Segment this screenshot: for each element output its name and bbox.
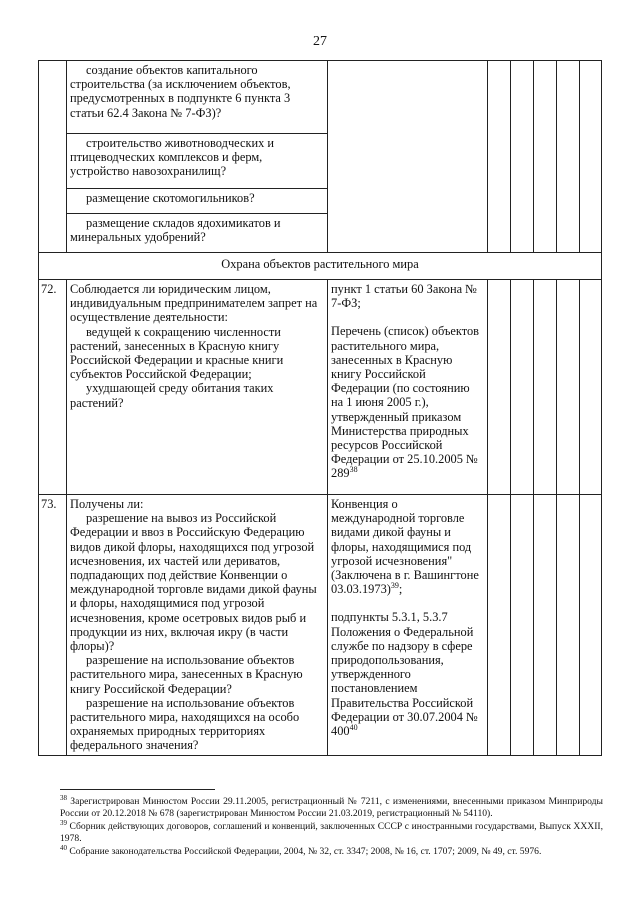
check-cell bbox=[580, 495, 602, 756]
row-number-cell bbox=[39, 61, 67, 253]
check-cell bbox=[580, 61, 602, 253]
check-cell bbox=[488, 280, 511, 495]
footnote: $^{38}$ Зарегистрирован Минюстом России 29.11.2005, регистрационный № 7211, с изменениями, внесенными приказом Минприроды России от 20.12.2018 № 678 (зарегистрирован Минюстом России 21.03.2019, регистрационный № 54110). bbox=[60, 793, 603, 819]
footnote-ref: 38 bbox=[349, 465, 358, 475]
reference-cell bbox=[328, 280, 488, 495]
question-item: ведущей к сокращению численности растений, занесенных в Красную книгу Российской Федерации и красные книги субъектов Российской Федерации; bbox=[70, 324, 284, 382]
page-number: 27 bbox=[313, 34, 327, 49]
footnote-ref: 39 bbox=[390, 581, 399, 591]
check-cell bbox=[511, 495, 534, 756]
table-row bbox=[39, 495, 602, 756]
check-cell bbox=[534, 61, 557, 253]
question-intro: Соблюдается ли юридическим лицом, индивидуальным предпринимателем запрет на осуществление деятельности: bbox=[70, 282, 318, 325]
footnotes bbox=[60, 793, 603, 859]
check-cell bbox=[488, 495, 511, 756]
check-cell bbox=[511, 280, 534, 495]
reference-cell bbox=[328, 61, 488, 253]
footnote-ref: 40 bbox=[349, 722, 358, 732]
row-number: 72. bbox=[39, 280, 67, 495]
check-cell bbox=[488, 61, 511, 253]
legal-reference: Перечень (список) объектов растительного мира, занесенных в Красную книгу Российской Федерации (по состоянию на 1 июня 2005 г.), утвержденный приказом Министерства природных ресурсов Российской Федерации от 25.10.2005 № $289^{38}$ bbox=[331, 324, 480, 481]
table-row bbox=[39, 61, 602, 134]
question-cell: размещение складов ядохимикатов и минеральных удобрений? bbox=[67, 214, 328, 253]
check-cell bbox=[580, 280, 602, 495]
footnote: $^{39}$ Сборник действующих договоров, соглашений и конвенций, заключенных СССР с иностранными государствами, Выпуск XXXII, 1978. bbox=[60, 818, 603, 844]
check-cell bbox=[511, 61, 534, 253]
footnote-separator bbox=[60, 789, 215, 790]
question-item: разрешение на вывоз из Российской Федерации и ввоз в Российскую Федерацию видов дикой флоры, находящихся под угрозой исчезновения, их частей или дериватов, подпадающих под действие Конвенции о международной торговле видами дикой фауны и флоры, находящимися под угрозой исчезновения, кроме осетровых видов рыб и продукции из них, включая икру (в части флоры)? bbox=[70, 511, 317, 654]
legal-reference: пункт 1 статьи 60 Закона № 7-ФЗ; bbox=[331, 282, 477, 311]
legal-reference: Конвенция о международной торговле видами дикой фауны и флоры, находящимися под угрозой исчезновения" (Заключена в г. Вашингтоне 03.03.1973)$^{39}$; bbox=[331, 497, 479, 597]
table-row bbox=[39, 280, 602, 495]
reference-cell bbox=[328, 495, 488, 756]
question-item: разрешение на использование объектов растительного мира, находящихся на особо охраняемых природных территориях федерального значения? bbox=[70, 695, 300, 753]
check-cell bbox=[557, 280, 580, 495]
question-cell: строительство животноводческих и птицеводческих комплексов и ферм, устройство навозохранилищ? bbox=[67, 134, 328, 189]
check-cell bbox=[557, 495, 580, 756]
question-item: разрешение на использование объектов растительного мира, занесенных в Красную книгу Российской Федерации? bbox=[70, 653, 303, 696]
check-cell bbox=[534, 495, 557, 756]
question-item: ухудшающей среду обитания таких растений? bbox=[70, 381, 274, 410]
section-header: Охрана объектов растительного мира bbox=[39, 253, 602, 280]
question-cell bbox=[67, 495, 328, 756]
legal-reference: подпункты 5.3.1, 5.3.7 Положения о Федеральной службе по надзору в сфере природопользования, утвержденного постановлением Правительства Российской Федерации от 30.07.2004 № $400^{40}$ bbox=[331, 610, 478, 739]
question-cell bbox=[67, 280, 328, 495]
check-cell bbox=[534, 280, 557, 495]
row-number: 73. bbox=[39, 495, 67, 756]
requirements-table bbox=[38, 60, 602, 756]
check-cell bbox=[557, 61, 580, 253]
question-intro: Получены ли: bbox=[70, 497, 144, 511]
question-cell: размещение скотомогильников? bbox=[67, 189, 328, 214]
question-cell: создание объектов капитального строительства (за исключением объектов, предусмотренных в подпункте 6 пункта 3 статьи 62.4 Закона № 7-ФЗ)? bbox=[67, 61, 328, 134]
section-header-row bbox=[39, 253, 602, 280]
footnote: $^{40}$ Собрание законодательства Российской Федерации, 2004, № 32, ст. 3347; 2008, № 16, ст. 1707; 2009, № 49, ст. 5976. bbox=[60, 843, 542, 857]
